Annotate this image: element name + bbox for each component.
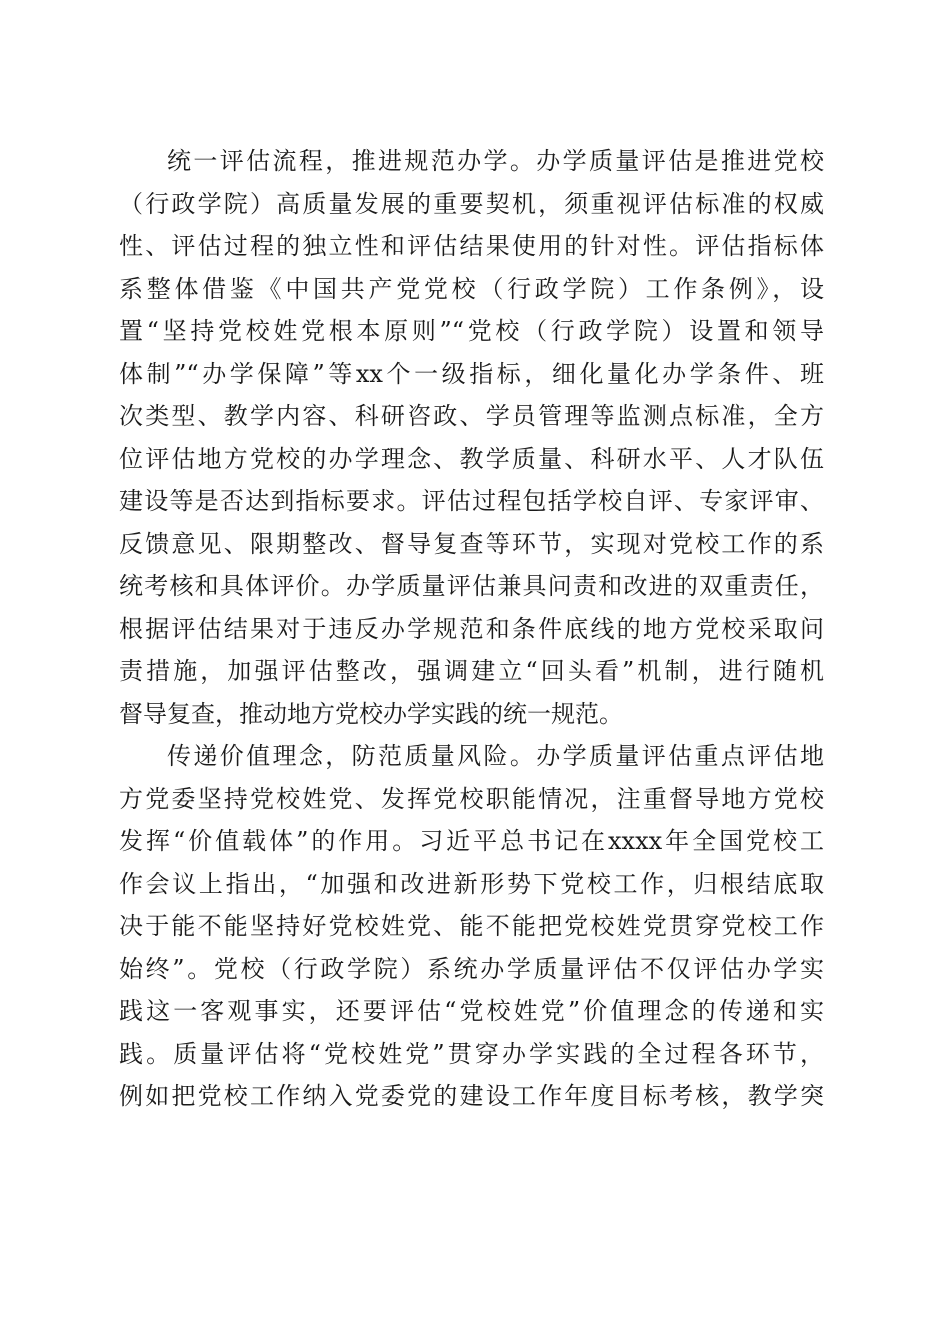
paragraph-1-line: 性、评估过程的独立性和评估结果使用的针对性。评估指标体	[119, 232, 824, 260]
paragraph-2-line: 始终”。党校（行政学院）系统办学质量评估不仅评估办学实	[119, 954, 824, 983]
paragraph-1-line: 督导复查，推动地方党校办学实践的统一规范。	[119, 699, 623, 728]
paragraph-1-line: 责措施，加强评估整改，强调建立“回头看”机制，进行随机	[119, 657, 824, 685]
paragraph-1-line: （行政学院）高质量发展的重要契机，须重视评估标准的权威	[119, 189, 824, 218]
paragraph-1-line: 次类型、教学内容、科研咨政、学员管理等监测点标准，全方	[119, 402, 824, 430]
paragraph-1-line: 体制”“办学保障”等xx个一级指标，细化量化办学条件、班	[119, 359, 824, 388]
paragraph-1-line: 反馈意见、限期整改、督导复查等环节，实现对党校工作的系	[119, 529, 824, 558]
paragraph-2-line: 例如把党校工作纳入党委党的建设工作年度目标考核，教学突	[119, 1082, 824, 1110]
paragraph-1-line: 置“坚持党校姓党根本原则”“党校（行政学院）设置和领导	[119, 317, 824, 345]
paragraph-2-line: 决于能不能坚持好党校姓党、能不能把党校姓党贯穿党校工作	[119, 912, 824, 940]
paragraph-1-line: 位评估地方党校的办学理念、教学质量、科研水平、人才队伍	[119, 444, 824, 473]
paragraph-1-line: 统考核和具体评价。办学质量评估兼具问责和改进的双重责任，	[119, 572, 824, 600]
paragraph-2-line: 发挥“价值载体”的作用。习近平总书记在xxxx年全国党校工	[119, 827, 824, 855]
paragraph-1-line: 根据评估结果对于违反办学规范和条件底线的地方党校采取问	[119, 614, 824, 643]
document-body	[119, 140, 824, 1118]
paragraph-1-line: 统一评估流程，推进规范办学。办学质量评估是推进党校	[167, 147, 824, 175]
paragraph-2-line: 践。质量评估将“党校姓党”贯穿办学实践的全过程各环节，	[119, 1039, 824, 1068]
paragraph-2-line: 作会议上指出，“加强和改进新形势下党校工作，归根结底取	[119, 869, 824, 898]
paragraph-1-line: 建设等是否达到指标要求。评估过程包括学校自评、专家评审、	[119, 487, 824, 515]
paragraph-1-line: 系整体借鉴《中国共产党党校（行政学院）工作条例》，设	[119, 274, 824, 303]
paragraph-2-line: 传递价值理念，防范质量风险。办学质量评估重点评估地	[167, 742, 824, 770]
paragraph-2-line: 方党委坚持党校姓党、发挥党校职能情况，注重督导地方党校	[119, 784, 824, 813]
paragraph-2-line: 践这一客观事实，还要评估“党校姓党”价值理念的传递和实	[119, 997, 824, 1025]
